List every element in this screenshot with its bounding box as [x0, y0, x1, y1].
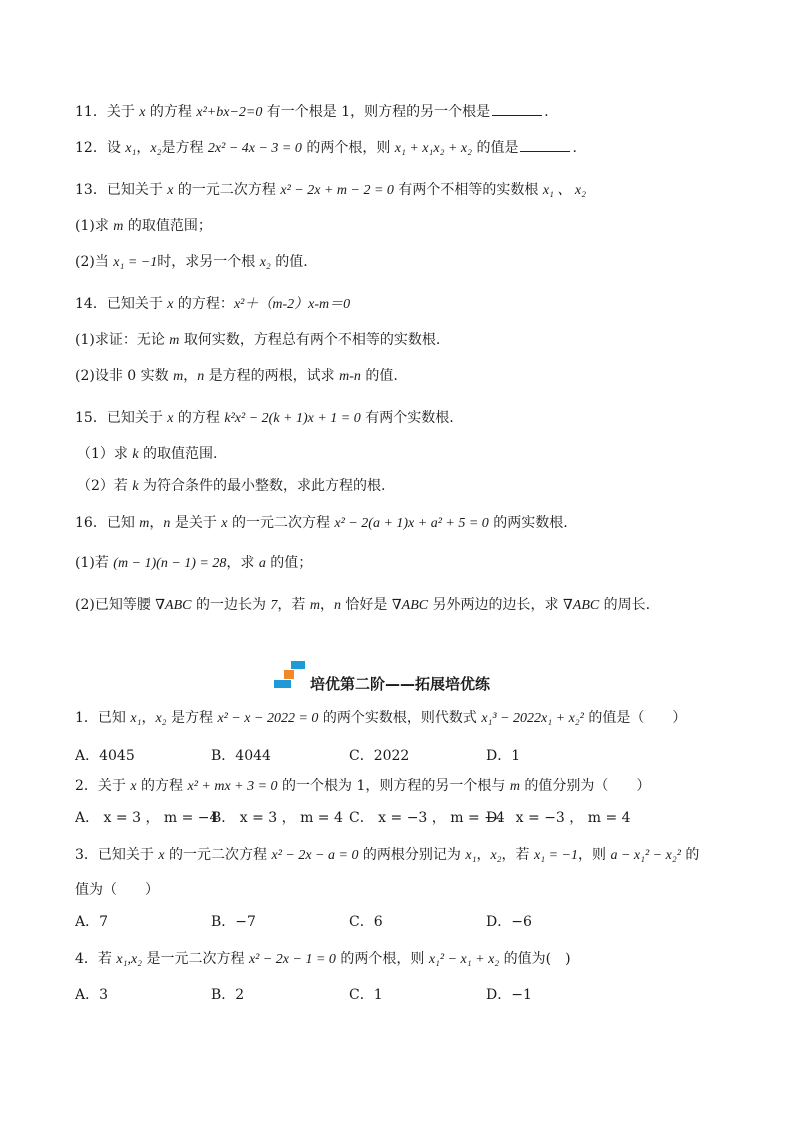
equation: x² + mx + 3 = 0 [187, 779, 278, 794]
equation: x² − 2x − 1 = 0 [248, 952, 336, 967]
equation: 2x² − 4x − 3 = 0 [207, 141, 302, 156]
option-b[interactable]: B． x = 3 ， m = 4 [211, 810, 343, 826]
equation: x² − 2x + m − 2 = 0 [280, 183, 394, 198]
option-d[interactable]: D．−6 [486, 914, 532, 930]
question-15-part-2: （2）若 k 为符合条件的最小整数，求此方程的根. [77, 478, 386, 494]
question-12: 12．设 x₁，x₂是方程 2x² − 4x − 3 = 0 的两个根，则 x₁ + x₁x₂ + x₂ 的值是 . [75, 137, 577, 159]
question-16-stem: 16．已知 m，n 是关于 x 的一元二次方程 x² − 2(a + 1)x + a² + 5 = 0 的两实数根. [75, 515, 568, 531]
equation: x² − 2(a + 1)x + a² + 5 = 0 [334, 516, 489, 531]
option-c[interactable]: C．6 [349, 914, 383, 930]
option-a[interactable]: A．4045 [75, 748, 135, 764]
option-a[interactable]: A．3 [75, 987, 109, 1003]
expression: x₁² − x₁ + x₂ [428, 952, 500, 967]
option-d[interactable]: D．1 [486, 748, 521, 764]
answer-blank[interactable] [520, 137, 570, 152]
equation: k²x² − 2(k + 1)x + 1 = 0 [224, 411, 361, 426]
expression: a − x₁² − x₂² [610, 848, 681, 863]
option-c[interactable]: C．1 [349, 987, 383, 1003]
practice-2-stem: 2．关于 x 的方程 x² + mx + 3 = 0 的一个根为 1，则方程的另一个根与 m 的值分别为（ ） [75, 778, 651, 794]
expression: x₁ + x₁x₂ + x₂ [394, 141, 472, 156]
option-c[interactable]: C．2022 [349, 748, 410, 764]
option-c[interactable]: C． x = −3 ， m = −4 [349, 810, 505, 826]
question-15-part-1: （1）求 k 的取值范围. [77, 446, 218, 462]
practice-3-stem: 3．已知关于 x 的一元二次方程 x² − 2x − a = 0 的两根分别记为 x₁，x₂，若 x₁ = −1，则 a − x₁² − x₂² 的 [75, 847, 700, 863]
section-logo-icon [274, 661, 308, 689]
question-11: 11．关于 x 的方程 x²+bx−2=0 有一个根是 1，则方程的另一个根是 . [75, 101, 549, 123]
equation: x² − 2x − a = 0 [271, 848, 359, 863]
option-b[interactable]: B．4044 [211, 748, 271, 764]
equation: x²＋（m-2）x-m＝0 [233, 297, 351, 312]
practice-4-stem: 4．若 x₁,x₂ 是一元二次方程 x² − 2x − 1 = 0 的两个根，则 x₁² − x₁ + x₂ 的值为( ) [75, 951, 571, 967]
section-title: 培优第二阶——拓展培优练 [310, 675, 491, 693]
question-16-part-2: (2)已知等腰 ∇ABC 的一边长为 7，若 m，n 恰好是 ∇ABC 另外两边的边长，求 ∇ABC 的周长. [75, 597, 651, 613]
question-13-stem: 13．已知关于 x 的一元二次方程 x² − 2x + m − 2 = 0 有两个不相等的实数根 x₁ 、 x₂ [75, 182, 586, 198]
question-13-part-1: (1)求 m 的取值范围； [75, 218, 212, 234]
practice-1-stem: 1．已知 x₁，x₂ 是方程 x² − x − 2022 = 0 的两个实数根，则代数式 x₁³ − 2022x₁ + x₂² 的值是（ ） [75, 710, 687, 726]
option-d[interactable]: D． x = −3 ， m = 4 [486, 810, 631, 826]
question-13-part-2: (2)当 x₁ = −1时，求另一个根 x₂ 的值. [75, 254, 308, 270]
question-15-stem: 15．已知关于 x 的方程 k²x² − 2(k + 1)x + 1 = 0 有两个实数根. [75, 410, 454, 426]
question-16-part-1: (1)若 (m − 1)(n − 1) = 28，求 a 的值； [75, 555, 313, 571]
question-14-stem: 14．已知关于 x 的方程：x²＋（m-2）x-m＝0 [75, 296, 351, 312]
equation: x² − x − 2022 = 0 [217, 711, 319, 726]
question-14-part-2: (2)设非 0 实数 m，n 是方程的两根，试求 m-n 的值. [75, 368, 398, 384]
expression: x₁³ − 2022x₁ + x₂² [481, 711, 584, 726]
option-a[interactable]: A．7 [75, 914, 109, 930]
question-14-part-1: (1)求证：无论 m 取何实数，方程总有两个不相等的实数根. [75, 332, 441, 348]
option-b[interactable]: B．2 [211, 987, 245, 1003]
option-d[interactable]: D．−1 [486, 987, 532, 1003]
option-b[interactable]: B．−7 [211, 914, 256, 930]
equation: x²+bx−2=0 [196, 105, 263, 120]
answer-blank[interactable] [492, 101, 542, 116]
practice-3-stem-line-2: 值为（ ） [75, 882, 159, 898]
option-a[interactable]: A． x = 3 ， m = −4 [75, 810, 219, 826]
